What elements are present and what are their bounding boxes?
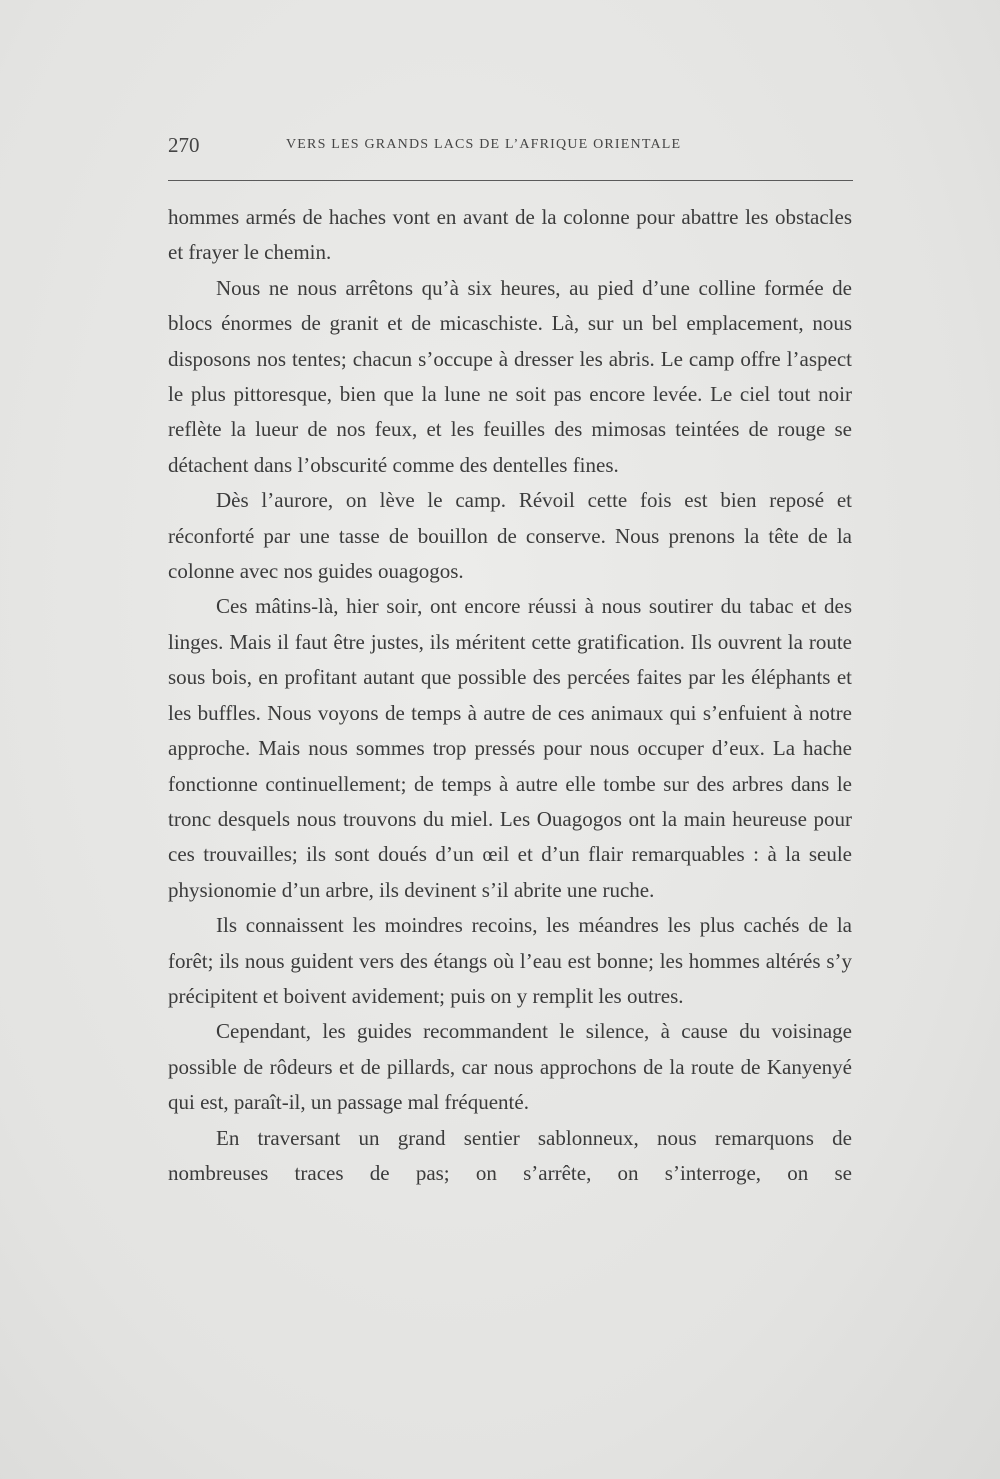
paragraph: Ils connaissent les moindres recoins, les méandres les plus cachés de la forêt; ils nous guident vers des étangs où l’eau est bonne; les hommes altérés s’y précipitent et boivent avidement; puis on y remplit les outres. [168, 913, 852, 1008]
running-title: VERS LES GRANDS LACS DE L’AFRIQUE ORIENTALE [286, 137, 682, 152]
paragraph-continues: En traversant un grand sentier sablonneux, nous remarquons de nombreuses traces de pas; on s’arrête, on s’interroge, on se [168, 1125, 852, 1185]
paragraph: Nous ne nous arrêtons qu’à six heures, au pied d’une colline formée de blocs énormes de granit et de micaschiste. Là, sur un bel emplacement, nous disposons nos tentes; chacun s’occupe à dresser les abris. Le camp offre l’aspect le plus pittoresque, bien que la lune ne soit pas encore levée. Le ciel tout noir reflète la lueur de nos feux, et les feuilles des mimosas teintées de rouge se détachent dans l’obscurité comme des dentelles fines. [168, 275, 852, 477]
paragraph-continued: hommes armés de haches vont en avant de la colonne pour abattre les obstacles et frayer le chemin. [168, 205, 852, 265]
page-number: 270 [168, 133, 200, 157]
paragraph: Cependant, les guides recommandent le silence, à cause du voisinage possible de rôdeurs et de pillards, car nous approchons de la route de Kanyenyé qui est, paraît-il, un passage mal fréquenté. [168, 1019, 852, 1115]
running-head [168, 128, 852, 164]
paragraph: Ces mâtins-là, hier soir, ont encore réussi à nous soutirer du tabac et des linges. Mais il faut être justes, ils méritent cette gratification. Ils ouvrent la route sous bois, en profitant autant que possible des percées faites par les éléphants et les buffles. Nous voyons de temps à autre de ces animaux qui s’enfuient à notre approche. Mais nous sommes trop pressés pour nous occuper d’eux. La hache fonctionne continuellement; de temps à autre elle tombe sur des arbres dans le tronc desquels nous trouvons du miel. Les Ouagogos ont la main heureuse pour ces trouvailles; ils sont doués d’un œil et d’un flair remarquables : à la seule physionomie d’un arbre, ils devinent s’il abrite une ruche. [168, 594, 852, 902]
body-text [168, 200, 852, 1191]
paragraph: Dès l’aurore, on lève le camp. Révoil cette fois est bien reposé et réconforté par une tasse de bouillon de conserve. Nous prenons la tête de la colonne avec nos guides ouagogos. [168, 488, 852, 584]
header-rule [168, 180, 853, 181]
